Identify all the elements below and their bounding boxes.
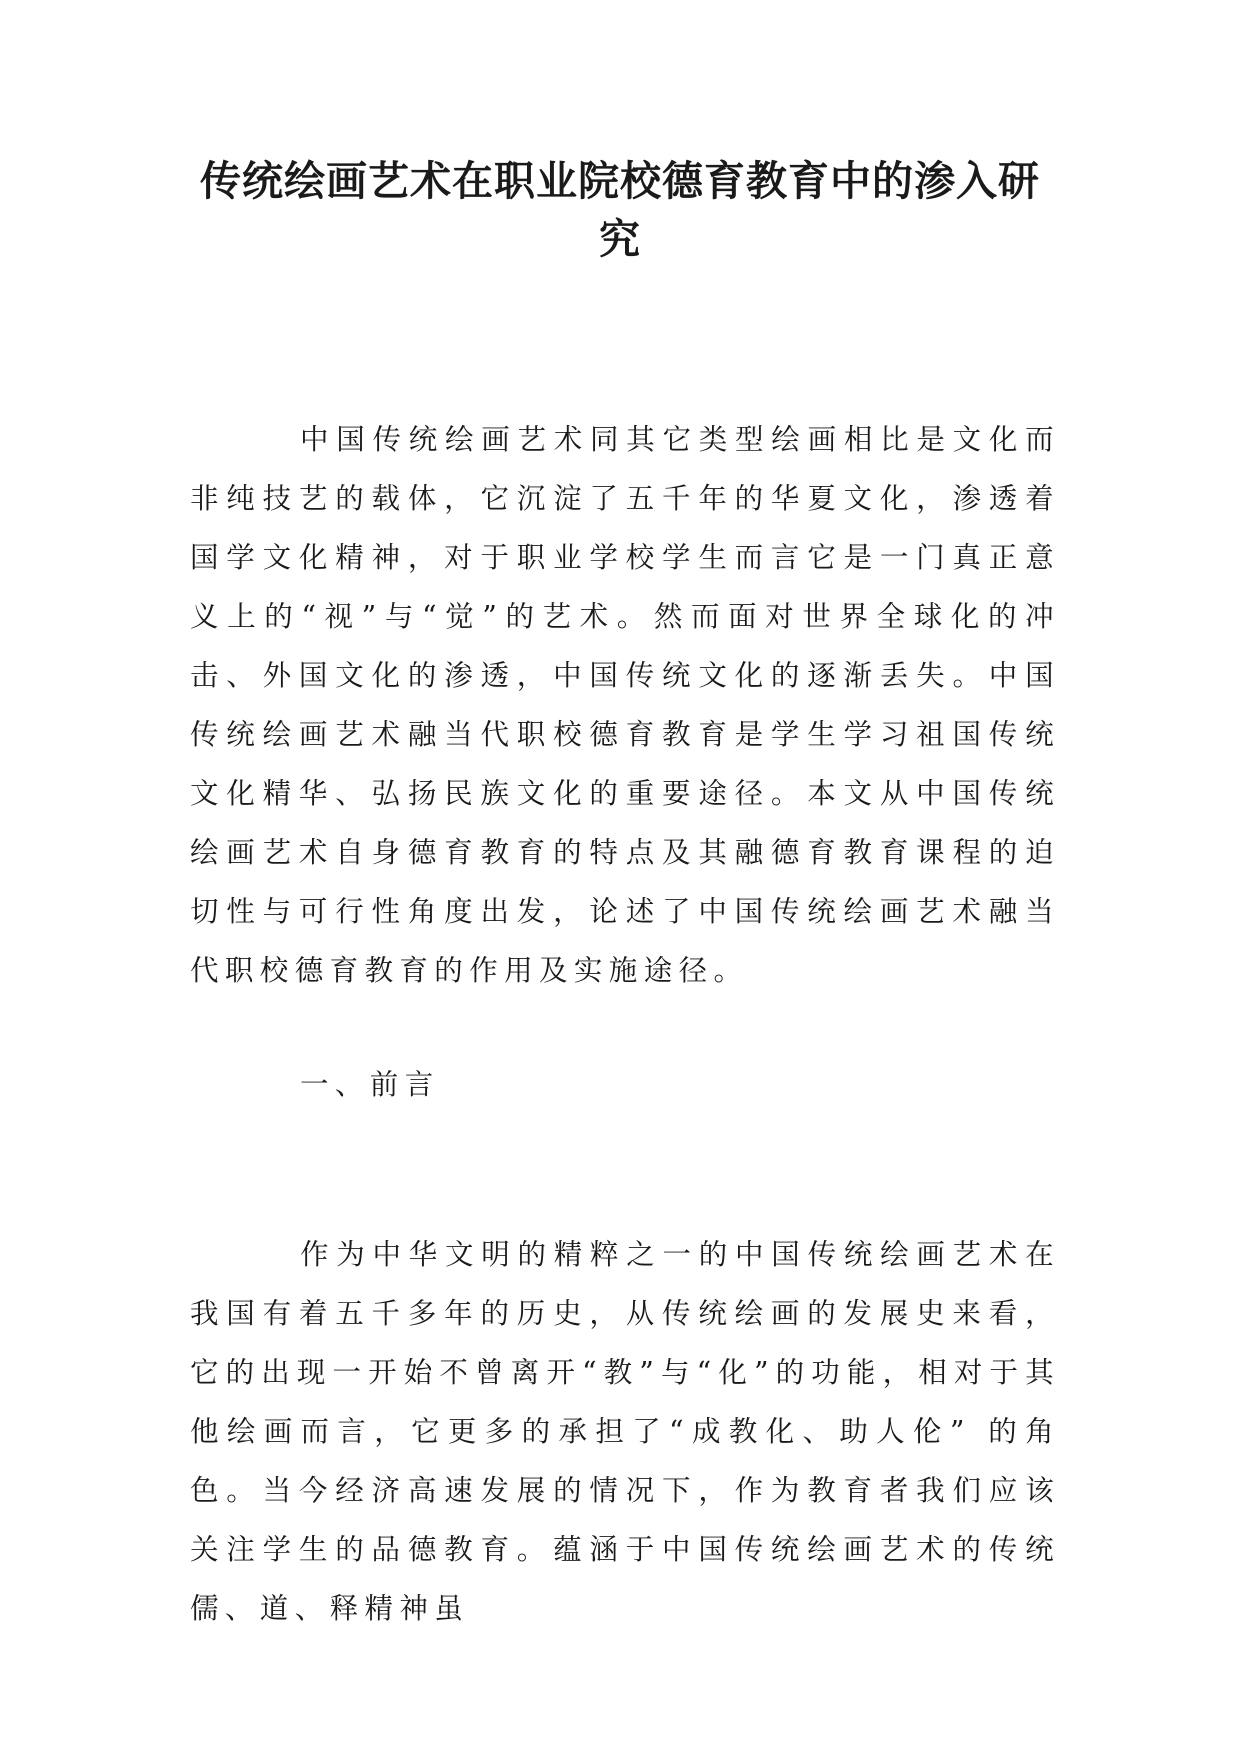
section-heading-preface: 一、前言 xyxy=(300,1068,440,1101)
document-title: 传统绘画艺术在职业院校德育教育中的渗入研究 xyxy=(200,157,1040,263)
preface-paragraph: 作为中华文明的精粹之一的中国传统绘画艺术在我国有着五千多年的历史，从传统绘画的发展史来看，它的出现一开始不曾离开“教”与“化”的功能，相对于其他绘画而言，它更多的承担了“成教化、助人伦” 的角色。当今经济高速发展的情况下，作为教育者我们应该关注学生的品德教育。蕴涵于中国传统绘画艺术的传统儒、道、释精神虽 xyxy=(190,1238,1060,1625)
abstract-paragraph: 中国传统绘画艺术同其它类型绘画相比是文化而非纯技艺的载体，它沉淀了五千年的华夏文化，渗透着国学文化精神，对于职业学校学生而言它是一门真正意义上的“视”与“觉”的艺术。然而面对世界全球化的冲击、外国文化的渗透，中国传统文化的逐渐丢失。中国传统绘画艺术融当代职校德育教育是学生学习祖国传统文化精华、弘扬民族文化的重要途径。本文从中国传统绘画艺术自身德育教育的特点及其融德育教育课程的迫切性与可行性角度出发，论述了中国传统绘画艺术融当代职校德育教育的作用及实施途径。 xyxy=(190,423,1060,987)
